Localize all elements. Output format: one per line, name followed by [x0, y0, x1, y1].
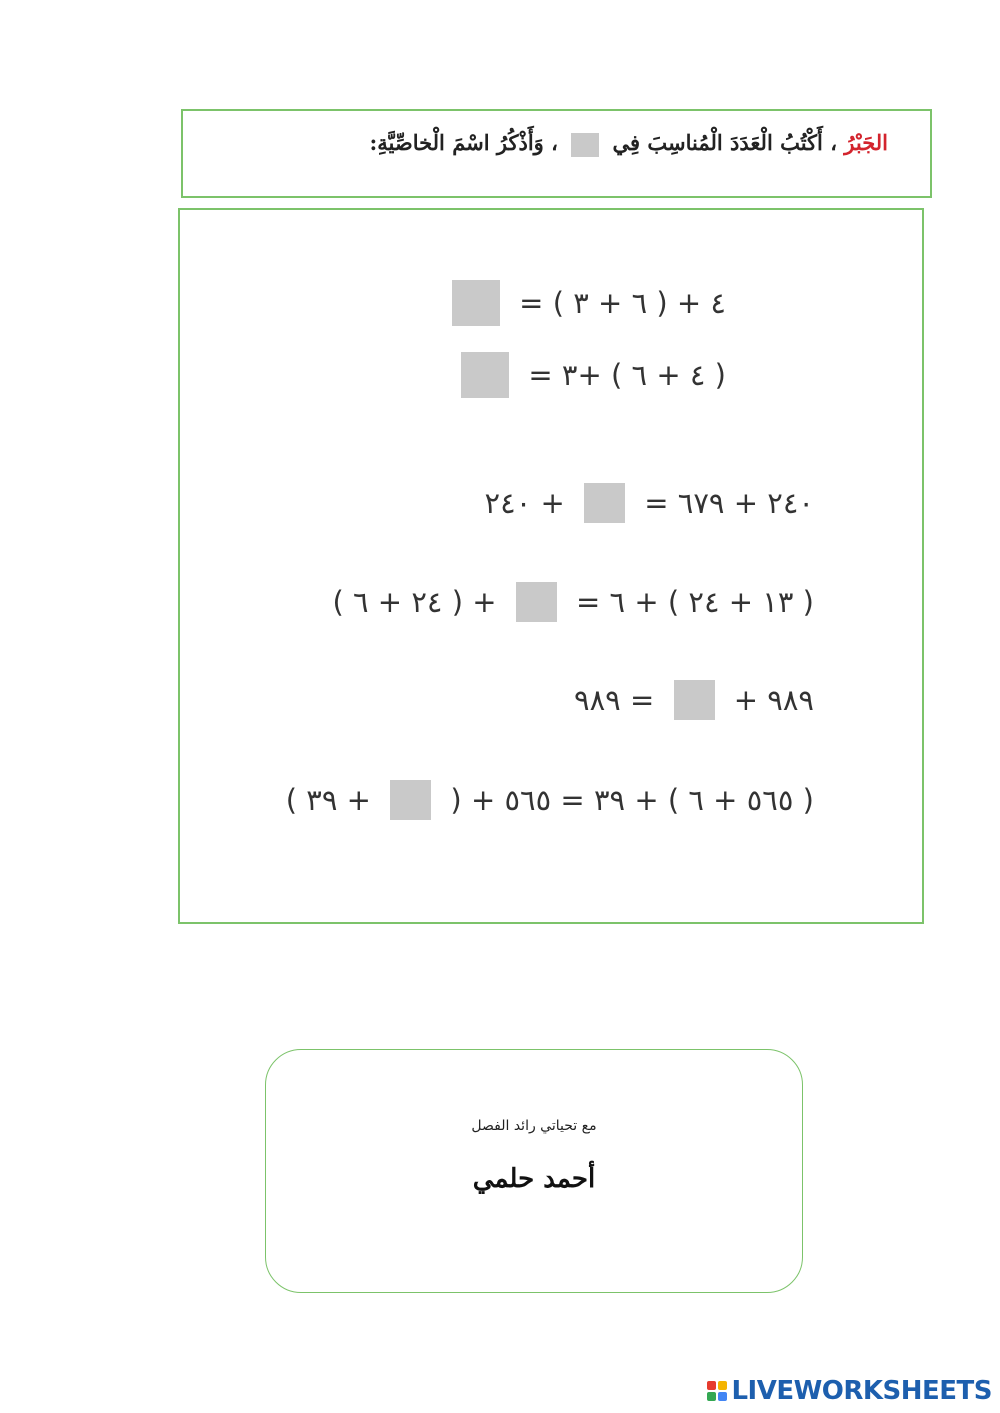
- instruction-text: [370, 130, 888, 157]
- equation-5: [574, 680, 814, 720]
- answer-input[interactable]: [584, 483, 625, 523]
- instruction-part1: أَكْتُبُ الْعَدَدَ الْمُناسِبَ فِي: [612, 130, 823, 155]
- answer-input[interactable]: [390, 780, 431, 820]
- equation-expression: ( ٥٦٥ + ٦ ) + ٣٩ = ٥٦٥ + (: [450, 783, 814, 817]
- topic-separator: ،: [830, 130, 837, 155]
- instruction-part2: ، وَأَذْكُرُ اسْمَ الْخاصِّيَّةِ:: [369, 130, 558, 155]
- equation-expression: ( ٤ + ٦ ) +٣ =: [528, 358, 726, 392]
- answer-input[interactable]: [461, 352, 509, 398]
- brand-name: LIVEWORKSHEETS: [731, 1376, 992, 1406]
- equation-6: [286, 780, 814, 820]
- teacher-signature: أحمد حلمي: [472, 1164, 596, 1194]
- equation-expression-rest: + ( ٢٤ + ٦ ): [332, 585, 497, 619]
- equation-expression: ٩٨٩ +: [733, 683, 814, 717]
- answer-input[interactable]: [516, 582, 557, 622]
- blank-box-sample: [571, 133, 599, 157]
- equation-expression: ( ١٣ + ٢٤ ) + ٦ =: [576, 585, 814, 619]
- equation-expression-rest: = ٩٨٩: [574, 683, 655, 717]
- brand-logo-icon: [707, 1381, 727, 1401]
- equation-expression-rest: + ٢٤٠: [484, 486, 565, 520]
- equation-2: [451, 352, 726, 398]
- equation-expression: ٢٤٠ + ٦٧٩ =: [644, 486, 814, 520]
- equation-4: [332, 582, 814, 622]
- equation-3: [485, 483, 814, 523]
- equation-expression: ٤ + ( ٦ + ٣ ) =: [519, 286, 726, 320]
- answer-input[interactable]: [452, 280, 500, 326]
- greeting-text: مع تحياتي رائد الفصل: [471, 1118, 597, 1134]
- equation-expression-rest: + ٣٩ ): [285, 783, 371, 817]
- topic-label: الجَبْرُ: [844, 130, 888, 155]
- answer-input[interactable]: [674, 680, 715, 720]
- brand-watermark: [707, 1376, 992, 1406]
- equation-1: [442, 280, 726, 326]
